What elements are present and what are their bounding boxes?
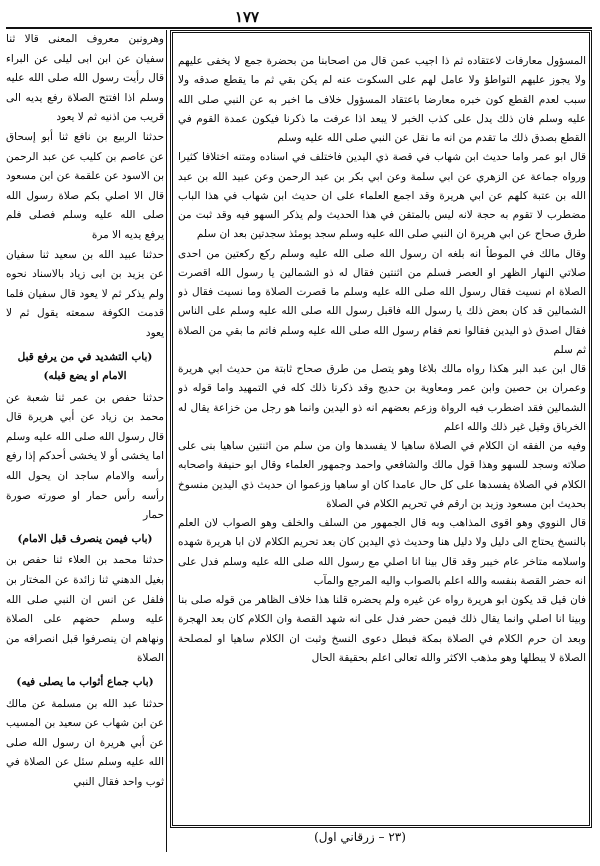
main-paragraph: المسؤول معارفات لاعتقاده ثم ذا اجيب عمن قال من اصحابنا من بحضرة جمع لا يخفى عليهم ولا يجوز عليهم التواطؤ ولا عامل لهم على السكوت عنه لم يكن بقي ثم ما يقطع صدقه ولا سبب لعدم القطع كون خبره معارضا باعتقاد المسؤول خلاف ما اخبر به عن النبي صلى الله عليه وسلم فان ذلك يدل على كذب الخبر لا يبعد اذا عرفت ما ذكرنا فيكون عمدة القوم في القطع بصدق ذلك ما تقدم من انه ما نقل عن النبي صلى الله عليه وسلم [178, 55, 586, 144]
margin-paragraph: حدثنا حفص بن عمر ثنا شعبة عن محمد بن زياد عن أبي هريرة قال قال رسول الله صلى الله عليه وسلم اما يخشى أو لا يخشى أحدكم إذا رفع رأسه والامام ساجد ان يحول الله رأسه رأس حمار او صورته صورة حمار [6, 391, 164, 522]
top-rule [6, 27, 592, 29]
chapter-heading: (باب التشديد في من يرفع قبل الامام او يضع قبله) [17, 350, 153, 383]
margin-paragraph: حدثنا الربيع بن نافع ثنا أبو إسحاق عن عاصم بن كليب عن عبد الرحمن بن الاسود عن علقمة عن ابن مسعود قال الا اصلي بكم صلاة رسول الله صلى الله عليه وسلم فصلى فلم يرفع يديه الا مرة [6, 130, 164, 241]
column-divider [166, 30, 167, 852]
chapter-heading: (باب جماع أثواب ما يصلى فيه) [16, 676, 154, 688]
main-commentary [178, 52, 586, 822]
main-paragraph: فان قيل قد يكون ابو هريرة رواه عن غيره ولم يحضره قلنا هذا خلاف الظاهر من قوله صلى بنا وبينا انا اصلي وانما يقال ذلك فيمن حضر فدل على انه شهد القصة وان الكلام كان بعد الهجرة وبعد ان حرم الكلام في الصلاة بمكة فبطل دعوى النسخ وثبت ان الكلام ساهيا او لمصلحة الصلاة لا يبطلها وهو مذهب الاكثر والله تعالى اعلم بحقيقة الحال [178, 594, 586, 664]
margin-paragraph: وهرونبن معروف المعنى قالا ثنا سفيان عن ابن ابى ليلى عن البراء قال رأيت رسول الله صلى الله عليه وسلم اذا افتتح الصلاة رفع يديه الى قريب من اذنيه ثم لا يعود [6, 33, 164, 124]
main-paragraph: قال ابن عبد البر هكذا رواه مالك بلاغا وهو يتصل من طرق صحاح ثابتة من حديث ابي هريرة وعمران بن حصين وابن عمر ومعاوية بن حديج وقد ذكرنا ذلك كله في التمهيد واما قوله ذو الشمالين فقد اضطرب فيه الرواة وزعم بعضهم انه ذو اليدين وانما هو رجل من خزاعة يقال له الخرباق وقيل غير ذلك والله اعلم [178, 363, 586, 433]
page-number: ١٧٧ [234, 8, 260, 26]
footer-signature: (٢٣ – زرقاني اول) [314, 830, 406, 844]
margin-hadith-column [6, 30, 164, 852]
margin-paragraph: حدثنا عبيد الله بن سعيد ثنا سفيان عن يزيد بن ابى زياد بالاسناد نحوه ولم يذكر ثم لا يعود قال سفيان فلما قدمت الكوفة سمعته يقول ثم لا يعود [6, 248, 164, 339]
main-paragraph: قال النووي وهو اقوى المذاهب وبه قال الجمهور من السلف والخلف وهو الصواب لان العلم بالنسخ يحتاج الى دليل ولا دليل هنا وحديث ذي اليدين كان بعد تحريم الكلام لان ابا هريرة شهده واسلامه متاخر عام خيبر وقد قال بينا انا اصلي مع رسول الله صلى الله عليه وسلم فدل على انه حضر القصة بنفسه والله اعلم بالصواب واليه المرجع والمآب [178, 517, 586, 587]
main-paragraph: قال ابو عمر واما حديث ابن شهاب في قصة ذي اليدين فاختلف في اسناده ومتنه اختلافا كثيرا ورواه جماعة عن الزهري عن ابي سلمة وعن ابي بكر بن عبد الرحمن وعن عبيد الله بن عبد الله بن عتبة كلهم عن ابي هريرة وقد اجمع العلماء على ان حديث ابن شهاب في هذا الباب مضطرب لا تقوم به حجة لانه ليس بالمتقن في هذا الحديث ولم يذكر السهو فيه وقد ثبت من طرق صحاح عن ابي هريرة ان النبي صلى الله عليه وسلم سجد يومئذ سجدتين بعد ان سلم [178, 151, 586, 241]
main-paragraph: وقال مالك في الموطأ انه بلغه ان رسول الله صلى الله عليه وسلم ركع ركعتين من احدى صلاتي النهار الظهر او العصر فسلم من اثنتين فقال له ذو الشمالين يا رسول الله اقصرت الصلاة ام نسيت فقال رسول الله صلى الله عليه وسلم ما قصرت الصلاة وما نسيت فقال ذو الشمالين قد كان بعض ذلك يا رسول الله فاقبل رسول الله صلى الله عليه وسلم على الناس فقال اصدق ذو اليدين فقالوا نعم فقام رسول الله صلى الله عليه وسلم فاتم ما بقي من الصلاة ثم سلم [178, 247, 586, 356]
chapter-heading: (باب فيمن ينصرف قبل الامام) [17, 532, 153, 545]
margin-paragraph: حدثنا محمد بن العلاء ثنا حفص بن بغيل الدهني ثنا زائدة عن المختار بن فلفل عن انس ان النبي صلى الله عليه وسلم حضهم على الصلاة ونهاهم ان ينصرفوا قبل انصرافه من الصلاة [6, 554, 164, 665]
main-paragraph: وفيه من الفقه ان الكلام في الصلاة ساهيا لا يفسدها وان من سلم من اثنتين ساهيا بنى على صلاته وسجد للسهو وهذا قول مالك والشافعي واحمد وجمهور العلماء وقال ابو حنيفة واصحابه الكلام في الصلاة يفسدها على كل حال عامدا كان او ساهيا وزعموا ان حديث ذي اليدين منسوخ بحديث ابن مسعود وزيد بن ارقم في تحريم الكلام في الصلاة [178, 440, 586, 510]
margin-paragraph: حدثنا عبد الله بن مسلمة عن مالك عن ابن شهاب عن سعيد بن المسيب عن أبي هريرة ان رسول الله صلى الله عليه وسلم سئل عن الصلاة في ثوب واحد فقال النبي [6, 697, 164, 788]
